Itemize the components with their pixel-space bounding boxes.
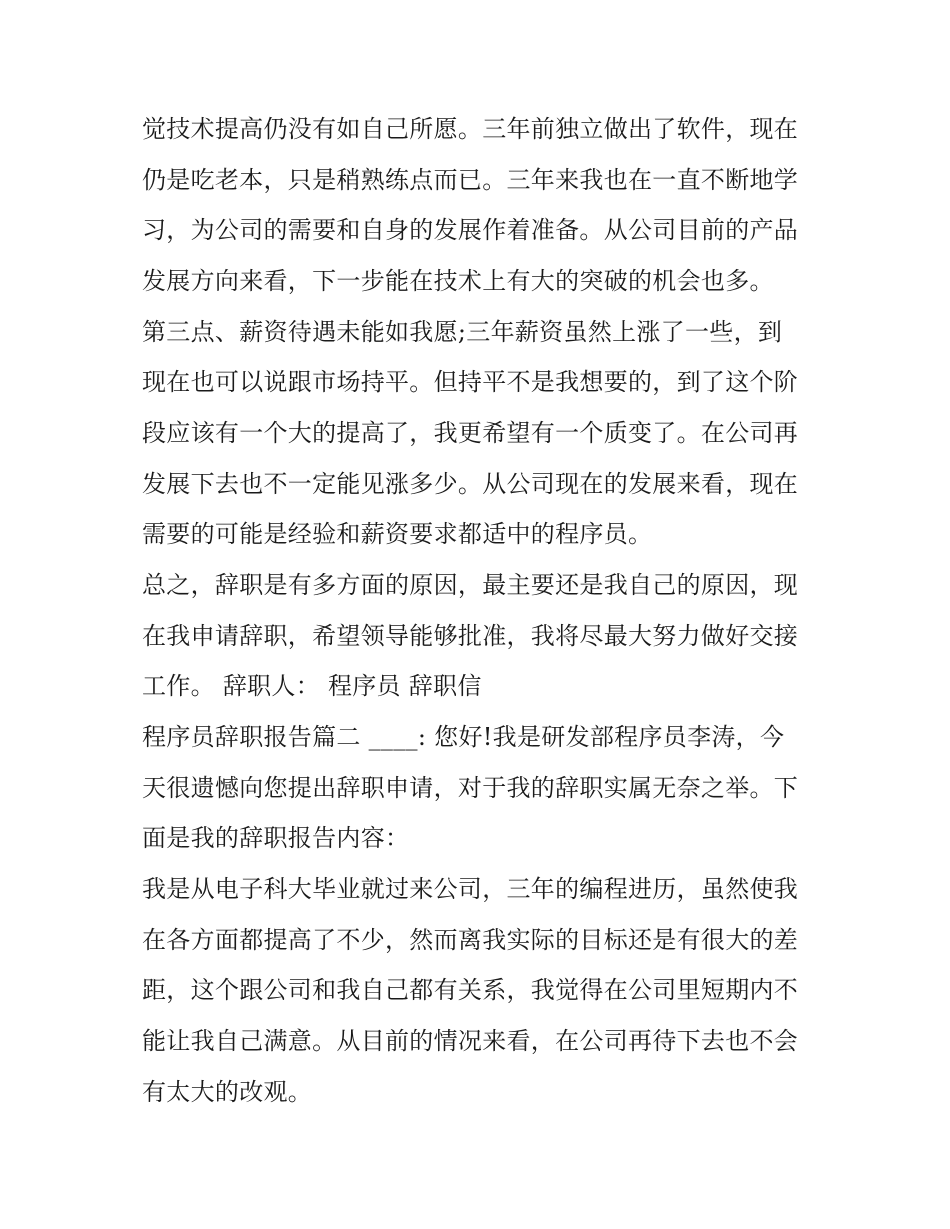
text-line: 程序员辞职报告篇二 ____: 您好!我是研发部程序员李涛，今 — [142, 723, 785, 751]
text-line: 总之，辞职是有多方面的原因，最主要还是我自己的原因，现 — [142, 571, 799, 599]
text-line: 有太大的改观。 — [142, 1078, 313, 1106]
text-line: 我是从电子科大毕业就过来公司，三年的编程进历，虽然使我 — [142, 875, 799, 903]
text-line: 仍是吃老本，只是稍熟练点而已。三年来我也在一直不断地学 — [142, 166, 799, 194]
text-line: 段应该有一个大的提高了，我更希望有一个质变了。在公司再 — [142, 419, 799, 447]
text-line: 距，这个跟公司和我自己都有关系，我觉得在公司里短期内不 — [142, 976, 799, 1004]
text-line: 在我申请辞职，希望领导能够批准，我将尽最大努力做好交接 — [142, 622, 799, 650]
text-line: 天很遗憾向您提出辞职申请，对于我的辞职实属无奈之举。下 — [142, 774, 799, 802]
text-line: 觉技术提高仍没有如自己所愿。三年前独立做出了软件，现在 — [142, 115, 799, 143]
text-line: 在各方面都提高了不少，然而离我实际的目标还是有很大的差 — [142, 926, 799, 954]
text-line: 现在也可以说跟市场持平。但持平不是我想要的，到了这个阶 — [142, 368, 799, 396]
text-line: 能让我自己满意。从目前的情况来看，在公司再待下去也不会 — [142, 1027, 799, 1055]
text-line: 面是我的辞职报告内容： — [142, 824, 410, 852]
text-line: 工作。 辞职人： 程序员 辞职信 — [142, 672, 482, 700]
text-line: 需要的可能是经验和薪资要求都适中的程序员。 — [142, 520, 653, 548]
text-line: 发展方向来看，下一步能在技术上有大的突破的机会也多。 — [142, 267, 774, 295]
text-line: 发展下去也不一定能见涨多少。从公司现在的发展来看，现在 — [142, 470, 799, 498]
text-line: 第三点、薪资待遇未能如我愿;三年薪资虽然上涨了一些，到 — [142, 318, 783, 346]
text-line: 习，为公司的需要和自身的发展作着准备。从公司目前的产品 — [142, 216, 799, 244]
